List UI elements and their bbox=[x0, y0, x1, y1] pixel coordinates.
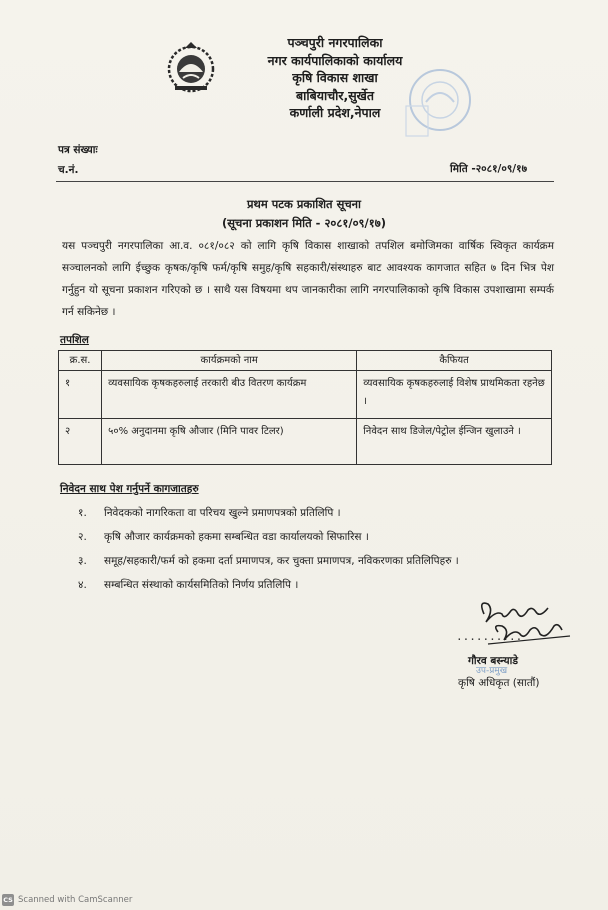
date-label: मिति -२०८१/०९/१७ bbox=[450, 163, 528, 175]
government-emblem-icon bbox=[165, 42, 217, 94]
notice-title: प्रथम पटक प्रकाशित सूचना bbox=[246, 197, 362, 211]
list-item-text: समूह/सहकारी/फर्म को हकमा दर्ता प्रमाणपत्र, कर चुक्ता प्रमाणपत्र, नविकरणका प्रतिलिपिहरु । bbox=[104, 555, 459, 567]
notice-subtitle: (सूचना प्रकाशन मिति - २०८१/०९/१७) bbox=[222, 216, 386, 230]
table-cell: निवेदन साथ डिजेल/पेट्रोल ईन्जिन खुलाउने । bbox=[357, 419, 552, 465]
table-cell: २ bbox=[59, 419, 102, 465]
column-header: क्र.स. bbox=[59, 351, 102, 371]
table-header-row bbox=[59, 351, 552, 371]
list-item bbox=[78, 549, 459, 573]
list-item-text: सम्बन्धित संस्थाको कार्यसमितिको निर्णय प्रतिलिपि । bbox=[104, 579, 299, 591]
table-cell: १ bbox=[59, 371, 102, 419]
camscanner-logo-icon: CS bbox=[3, 896, 13, 904]
header-line: कर्णाली प्रदेश,नेपाल bbox=[289, 105, 381, 120]
documents-list bbox=[78, 501, 459, 597]
list-item-number: ३. bbox=[78, 555, 87, 567]
table-cell: ५०% अनुदानमा कृषि औजार (मिनि पावर टिलर) bbox=[102, 419, 357, 465]
signatory-designation: कृषि अधिकृत (सातौं) bbox=[458, 677, 540, 689]
column-header: कार्यक्रमको नाम bbox=[102, 351, 357, 371]
notice-paragraph: यस पञ्चपुरी नगरपालिका आ.व. ०८१/०८२ को लागि कृषि विकास शाखाको तपशिल बमोजिमका वार्षिक स्विकृत कार्यक्रम सञ्चालनको लागि ईच्छुक कृषक/कृषि फर्म/कृषि समुह/कृषि सहकारी/संस्थाहरु बाट आवश्यक कागजात सहित ७ दिन भित्र पेश गर्नुहुन यो सूचना प्रकाशन गरिएको छ । साथै यस विषयमा थप जानकारीका लागि नगरपालिकाको कृषि विकास उपशाखामा सम्पर्क गर्न सकिनेछ । bbox=[62, 240, 554, 318]
header-line: नगर कार्यपालिकाको कार्यालय bbox=[267, 52, 403, 68]
header-line: पञ्चपुरी नगरपालिका bbox=[287, 35, 383, 50]
faded-stamp-icon bbox=[398, 62, 480, 142]
table-cell: व्यवसायिक कृषकहरुलाई विशेष प्राथमिकता रहनेछ । bbox=[357, 371, 552, 419]
dispatch-number-label: च.नं. bbox=[58, 164, 79, 176]
header-line: बाबियाचौर,सुर्खेत bbox=[295, 87, 375, 103]
schedule-heading: तपशिल bbox=[60, 334, 89, 346]
list-item-text: कृषि औजार कार्यक्रमको हकमा सम्बन्धित वडा कार्यालयको सिफारिस । bbox=[104, 531, 369, 543]
signature-dots: .......... bbox=[456, 630, 523, 643]
handwritten-signature bbox=[440, 596, 580, 662]
header-divider bbox=[56, 181, 554, 182]
table-row bbox=[59, 419, 552, 465]
list-item bbox=[78, 525, 459, 549]
table-cell: व्यवसायिक कृषकहरुलाई तरकारी बीउ वितरण कार्यक्रम bbox=[102, 371, 357, 419]
program-table bbox=[58, 350, 552, 465]
list-item bbox=[78, 501, 459, 525]
watermark-text: Scanned with CamScanner bbox=[18, 895, 133, 905]
header-line: कृषि विकास शाखा bbox=[292, 70, 378, 85]
signatory-name: गौरव बस्न्याडे bbox=[468, 655, 518, 667]
faded-stamp-text: उप-प्रमुख bbox=[476, 666, 508, 676]
list-item-number: १. bbox=[78, 507, 87, 519]
letter-number-label: पत्र संख्याः bbox=[58, 144, 98, 156]
list-item-number: ४. bbox=[78, 579, 87, 591]
scanner-watermark bbox=[2, 894, 132, 906]
list-item-number: २. bbox=[78, 531, 87, 543]
table-row bbox=[59, 371, 552, 419]
list-item-text: निवेदकको नागरिकता वा परिचय खुल्ने प्रमाणपत्रको प्रतिलिपि । bbox=[104, 507, 341, 519]
column-header: कैफियत bbox=[357, 351, 552, 371]
list-item bbox=[78, 573, 459, 597]
documents-heading: निवेदन साथ पेश गर्नुपर्ने कागजातहरु bbox=[60, 483, 199, 495]
office-header bbox=[250, 34, 420, 122]
